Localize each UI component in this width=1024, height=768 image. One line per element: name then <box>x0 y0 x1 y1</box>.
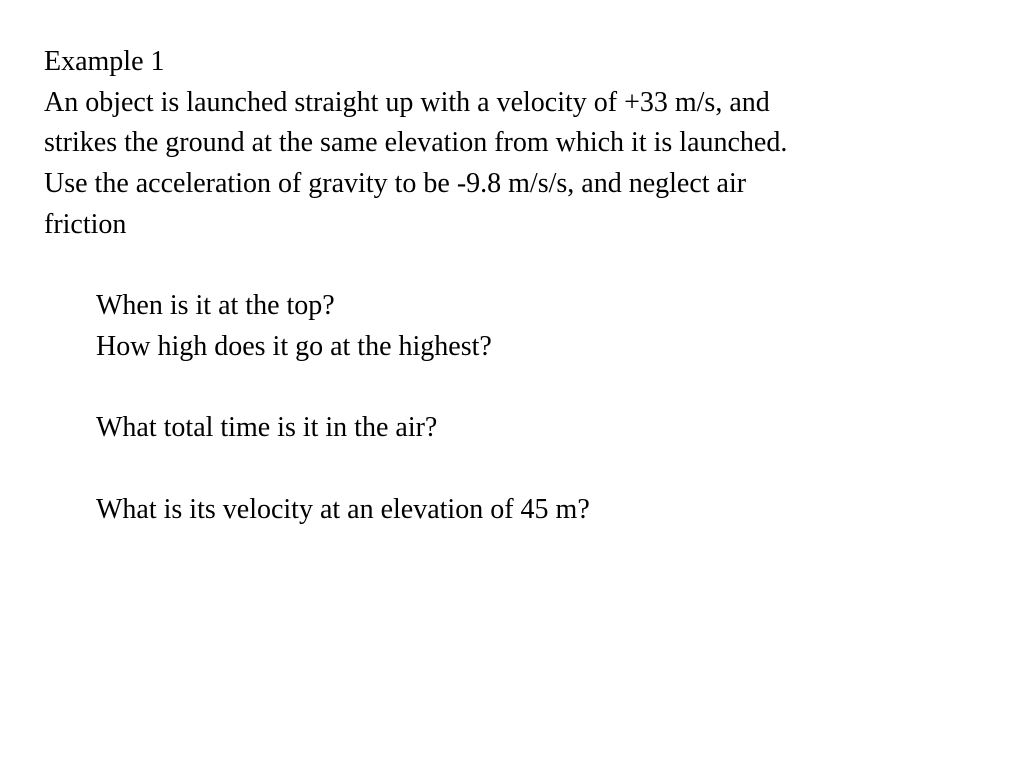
question-total-time: What total time is it in the air? <box>96 412 438 444</box>
spacer <box>44 368 984 409</box>
problem-line-2: strikes the ground at the same elevation from which it is launched. <box>44 127 788 159</box>
question-velocity-at-elevation: What is its velocity at an elevation of 45 m? <box>96 493 590 525</box>
question-max-height: How high does it go at the highest? <box>96 330 492 362</box>
spacer <box>44 246 984 287</box>
slide-content <box>44 42 984 530</box>
example-title: Example 1 <box>44 46 165 77</box>
question-top-time: When is it at the top? <box>96 290 335 322</box>
problem-line-3: Use the acceleration of gravity to be -9.8 m/s/s, and neglect air <box>44 168 747 200</box>
spacer <box>44 449 984 490</box>
problem-line-4: friction <box>44 208 127 240</box>
problem-line-1: An object is launched straight up with a velocity of +33 m/s, and <box>44 86 770 118</box>
